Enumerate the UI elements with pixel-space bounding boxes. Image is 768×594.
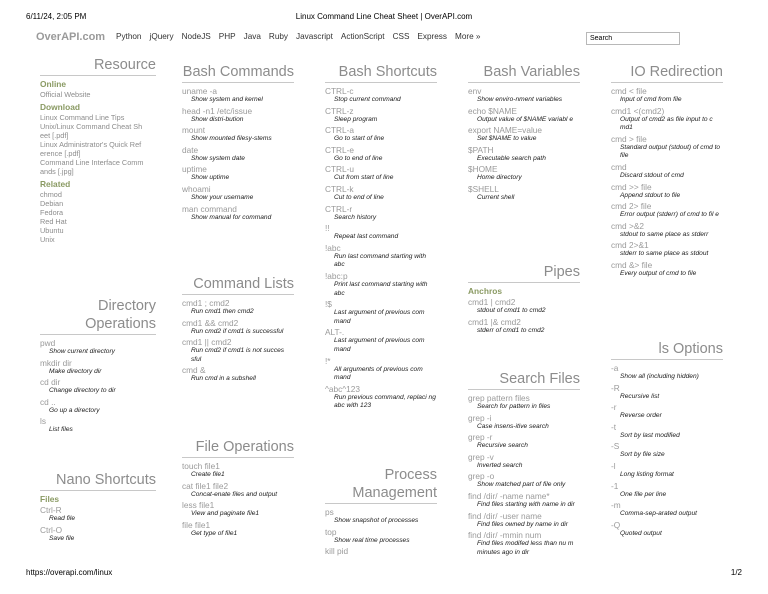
command-description: Standard output (stdout) of cmd to file xyxy=(620,143,721,160)
command-description: Comma-sep-arated output xyxy=(620,510,697,518)
command-description: Show current directory xyxy=(49,348,115,355)
command-term: whoami xyxy=(182,183,211,194)
command-description: stderr to same place as stdout xyxy=(620,250,709,258)
command-description: Last argument of previous com mand xyxy=(334,309,425,325)
command-term: cd dir xyxy=(40,377,61,388)
cheat-section xyxy=(468,370,580,558)
command-term: $HOME xyxy=(468,164,498,175)
command-term: ls xyxy=(40,416,46,427)
command-term: uname -a xyxy=(182,86,218,96)
command-term: find /dir/ -user name xyxy=(468,510,542,521)
command-description: Run previous command, replaci ng abc with 123 xyxy=(334,393,436,410)
cheat-section xyxy=(182,438,294,539)
command-description: Executable search path xyxy=(477,154,546,162)
command-term: -t xyxy=(611,421,617,432)
command-description: Append stdout to file xyxy=(620,191,681,199)
command-description: Cut to end of line xyxy=(334,193,384,201)
command-description: Search history xyxy=(334,213,377,221)
command-term: -m xyxy=(611,500,621,511)
command-description: Show enviro-nment variables xyxy=(477,96,563,103)
cheat-section xyxy=(325,63,437,412)
command-term: CTRL-r xyxy=(325,203,353,214)
command-description: Show snapshot of processes xyxy=(334,517,419,524)
command-description: Output of cmd2 as file input to c md1 xyxy=(620,115,713,132)
command-description: Show real time processes xyxy=(334,536,410,544)
command-term: grep pattern files xyxy=(468,393,530,403)
section-title: IO Redirection xyxy=(611,63,723,83)
command-description: Run cmd in a subshell xyxy=(191,375,256,383)
command-term: !* xyxy=(325,355,331,366)
command-term: -S xyxy=(611,441,620,452)
command-term: ps xyxy=(325,507,334,517)
nav-link[interactable]: Java xyxy=(243,32,261,41)
cheat-section xyxy=(611,340,723,539)
command-term: head -n1 /etc/issue xyxy=(182,105,253,116)
command-description: List files xyxy=(49,426,73,434)
command-description: Last argument of previous com mand xyxy=(334,337,425,353)
nav-link[interactable]: NodeJS xyxy=(181,32,211,41)
command-term: ^abc^123 xyxy=(325,383,361,394)
resource-link[interactable]: Unix/Linux Command Cheat Sh xyxy=(40,122,143,131)
command-term: Ctrl-O xyxy=(40,524,63,535)
command-term: cd .. xyxy=(40,396,56,407)
command-term: -r xyxy=(611,402,617,413)
command-description: Show matched part of file only xyxy=(477,481,566,489)
resource-link[interactable]: Linux Administrator's Quick Ref xyxy=(40,140,142,149)
command-term: cmd < file xyxy=(611,86,647,96)
command-term: file file1 xyxy=(182,519,211,530)
command-description: Concat-enate files and output xyxy=(191,490,278,498)
command-term: !abc xyxy=(325,242,341,253)
section-title: Search Files xyxy=(468,370,580,390)
resource-link[interactable]: Red Hat xyxy=(40,217,67,226)
section-title: Command Lists xyxy=(182,275,294,295)
command-term: cmd >&2 xyxy=(611,220,644,231)
print-footer xyxy=(26,568,742,580)
print-page-title: Linux Command Line Cheat Sheet | OverAPI.com xyxy=(295,12,473,21)
command-description: Output value of $NAME variabl e xyxy=(477,115,574,123)
command-term: -l xyxy=(611,460,616,471)
command-description: Long listing format xyxy=(620,470,674,478)
command-term: touch file1 xyxy=(182,461,220,471)
site-logo[interactable]: OverAPI.com xyxy=(36,31,106,43)
command-term: cmd > file xyxy=(611,133,647,144)
command-description: stderr of cmd1 to cmd2 xyxy=(477,326,545,334)
command-term: cmd1 | cmd2 xyxy=(468,297,516,307)
command-description: Recursive list xyxy=(620,392,660,400)
cheat-section xyxy=(468,63,580,204)
command-description: Run cmd2 if cmd1 is successful xyxy=(191,327,284,335)
section-title: Bash Shortcuts xyxy=(325,63,437,83)
command-term: cmd & xyxy=(182,365,206,376)
command-description: Home directory xyxy=(477,174,522,182)
command-description: Inverted search xyxy=(477,461,523,469)
command-description: Sort by file size xyxy=(620,451,665,459)
resource-link[interactable]: Official Website xyxy=(40,90,91,99)
command-description: Run cmd2 if cmd1 is not succes sful xyxy=(191,347,285,363)
section-title: Bash Commands xyxy=(182,63,294,83)
command-term: cmd 2> file xyxy=(611,201,652,212)
print-date: 6/11/24, 2:05 PM xyxy=(26,12,87,21)
command-term: $PATH xyxy=(468,144,494,155)
command-term: CTRL-a xyxy=(325,125,355,136)
nav-link[interactable]: Ruby xyxy=(268,32,289,41)
command-term: !! xyxy=(325,223,330,234)
subsection-label: Download xyxy=(40,102,81,112)
command-description: Show distri-bution xyxy=(191,115,244,123)
command-description: Quoted output xyxy=(620,529,662,537)
section-title: Resource xyxy=(40,56,156,76)
command-description: Find files starting with name in dir xyxy=(477,500,575,508)
command-description: Show your username xyxy=(191,193,254,201)
resource-link[interactable]: Command Line Interface Comm xyxy=(40,158,144,167)
command-description: Show system and kernel xyxy=(191,96,263,103)
command-term: grep -r xyxy=(468,432,493,443)
resource-link[interactable]: Fedora xyxy=(40,208,64,217)
cheat-section xyxy=(40,297,156,436)
command-term: cmd >> file xyxy=(611,181,652,192)
resource-link[interactable]: Debian xyxy=(40,199,64,208)
resource-link[interactable]: ands [.jpg] xyxy=(40,167,74,176)
nav-link[interactable]: ActionScript xyxy=(340,32,385,41)
command-description: Run cmd1 then cmd2 xyxy=(191,308,254,315)
command-term: CTRL-e xyxy=(325,144,355,155)
command-term: mkdir dir xyxy=(40,357,72,368)
cheat-section xyxy=(40,56,156,244)
command-description: Show system date xyxy=(191,154,245,162)
nav-link[interactable]: CSS xyxy=(392,32,410,41)
command-description: Every output of cmd to file xyxy=(620,269,697,277)
print-page-number: 1/2 xyxy=(730,568,742,577)
resource-link[interactable]: Linux Command Line Tips xyxy=(40,113,125,122)
command-description: Cut from start of line xyxy=(334,174,394,182)
cheat-section xyxy=(182,63,294,223)
command-description: Sort by last modified xyxy=(620,431,680,439)
command-description: Case insens-itive search xyxy=(477,422,549,430)
command-term: top xyxy=(325,526,337,537)
command-description: Go to end of line xyxy=(334,154,383,162)
command-description: Print last command starting with abc xyxy=(334,280,428,297)
command-description: View and paginate file1 xyxy=(191,510,260,518)
section-title: ls Options xyxy=(611,340,723,360)
command-term: kill pid xyxy=(325,546,349,557)
section-title: Nano Shortcuts xyxy=(40,471,156,491)
command-term: find /dir/ -name name* xyxy=(468,490,550,501)
command-term: cmd1 ; cmd2 xyxy=(182,298,230,308)
command-description: One file per line xyxy=(620,490,667,498)
resource-link[interactable]: eet [.pdf] xyxy=(40,131,69,140)
command-description: Go to start of line xyxy=(334,135,385,143)
command-description: Show mounted filesy-stems xyxy=(191,135,272,143)
command-term: uptime xyxy=(182,164,207,175)
subsection-label: Online xyxy=(40,79,67,89)
command-description: All arguments of previous com mand xyxy=(334,365,423,382)
command-term: cmd1 && cmd2 xyxy=(182,317,239,328)
command-term: grep -v xyxy=(468,451,494,462)
command-description: stdout of cmd1 to cmd2 xyxy=(477,307,546,314)
command-term: -a xyxy=(611,363,619,373)
command-term: man command xyxy=(182,203,237,214)
command-description: Show manual for command xyxy=(191,213,272,221)
cheat-section xyxy=(468,263,580,336)
command-term: $SHELL xyxy=(468,183,499,194)
command-term: cmd1 || cmd2 xyxy=(182,337,232,348)
nav-link[interactable]: Javascript xyxy=(296,32,333,41)
command-term: -Q xyxy=(611,519,621,530)
command-description: Find files modifed less than nu m minutes ago in dir xyxy=(477,540,574,556)
command-description: Search for pattern in files xyxy=(477,403,551,410)
command-description: Discard stdout of cmd xyxy=(620,171,684,179)
command-term: grep -o xyxy=(468,471,495,482)
command-term: echo $NAME xyxy=(468,105,517,116)
section-title: Pipes xyxy=(468,263,580,283)
cheat-section xyxy=(40,471,156,544)
section-title: Process Management xyxy=(325,466,437,504)
command-description: Create file1 xyxy=(191,471,225,478)
command-description: Read file xyxy=(49,515,76,522)
command-term: grep -i xyxy=(468,412,492,423)
print-header xyxy=(26,12,742,24)
nav-links xyxy=(116,32,480,41)
command-term: CTRL-z xyxy=(325,105,354,116)
command-term: cmd1 |& cmd2 xyxy=(468,316,521,327)
nav-link[interactable]: PHP xyxy=(218,32,236,41)
command-term: less file1 xyxy=(182,500,215,511)
resource-link[interactable]: Unix xyxy=(40,235,55,244)
print-url: https://overapi.com/linux xyxy=(26,568,113,577)
cheat-section xyxy=(182,275,294,385)
cheat-section xyxy=(325,466,437,556)
command-description: Reverse order xyxy=(620,412,662,420)
nav-link[interactable]: jQuery xyxy=(149,32,174,41)
command-term: cmd &> file xyxy=(611,259,653,270)
subsection-label: Related xyxy=(40,179,71,189)
command-description: Recursive search xyxy=(477,442,528,450)
resource-link[interactable]: erence [.pdf] xyxy=(40,149,81,158)
subsection-label: Files xyxy=(40,494,60,504)
command-description: Show all (including hidden) xyxy=(620,373,699,380)
site-nav xyxy=(36,31,686,47)
command-term: mount xyxy=(182,125,206,136)
command-description: Make directory dir xyxy=(49,367,102,375)
nav-link[interactable]: Python xyxy=(116,32,142,41)
command-description: Sleep program xyxy=(334,115,378,123)
command-term: !$ xyxy=(325,299,332,310)
command-term: CTRL-c xyxy=(325,86,354,96)
section-title: File Operations xyxy=(182,438,294,458)
command-description: Run last command starting with abc xyxy=(334,252,426,269)
section-title: Bash Variables xyxy=(468,63,580,83)
command-description: Error output (stderr) of cmd to fil e xyxy=(620,211,719,219)
command-term: pwd xyxy=(40,338,56,348)
command-description: Input of cmd from file xyxy=(620,96,682,103)
cheat-section xyxy=(611,63,723,280)
command-term: cmd xyxy=(611,161,627,172)
command-term: !abc:p xyxy=(325,270,348,281)
command-description: Go up a directory xyxy=(49,406,100,414)
command-term: Ctrl-R xyxy=(40,505,62,515)
command-term: cmd 2>&1 xyxy=(611,240,649,251)
command-term: -1 xyxy=(611,480,619,491)
command-term: export NAME=value xyxy=(468,125,543,136)
resource-link[interactable]: chmod xyxy=(40,190,62,199)
command-term: find /dir/ -mmin num xyxy=(468,530,542,541)
command-description: Get type of file1 xyxy=(191,529,238,537)
nav-link[interactable]: More » xyxy=(455,32,481,41)
command-description: Change directory to dir xyxy=(49,387,116,395)
command-description: Stop current command xyxy=(334,96,401,103)
command-description: Save file xyxy=(49,534,75,542)
nav-link[interactable]: Express xyxy=(417,32,447,41)
command-term: CTRL-u xyxy=(325,164,355,175)
command-term: ALT-. xyxy=(325,327,345,338)
command-description: Find files owned by name in dir xyxy=(477,520,568,528)
command-term: -R xyxy=(611,382,620,393)
command-term: env xyxy=(468,86,482,96)
command-term: cat file1 file2 xyxy=(182,480,229,491)
command-description: Repeat last command xyxy=(334,233,399,241)
command-term: CTRL-k xyxy=(325,183,354,194)
command-term: cmd1 <(cmd2) xyxy=(611,105,665,116)
command-term: date xyxy=(182,144,199,155)
resource-link[interactable]: Ubuntu xyxy=(40,226,64,235)
command-description: Show uptime xyxy=(191,174,230,182)
command-description: Set $NAME to value xyxy=(477,135,537,143)
command-description: Current shell xyxy=(477,193,515,201)
search-input[interactable] xyxy=(586,32,680,45)
section-title: Directory Operations xyxy=(40,297,156,335)
command-description: stdout to same place as stderr xyxy=(620,230,709,238)
subsection-label: Anchros xyxy=(468,286,502,296)
